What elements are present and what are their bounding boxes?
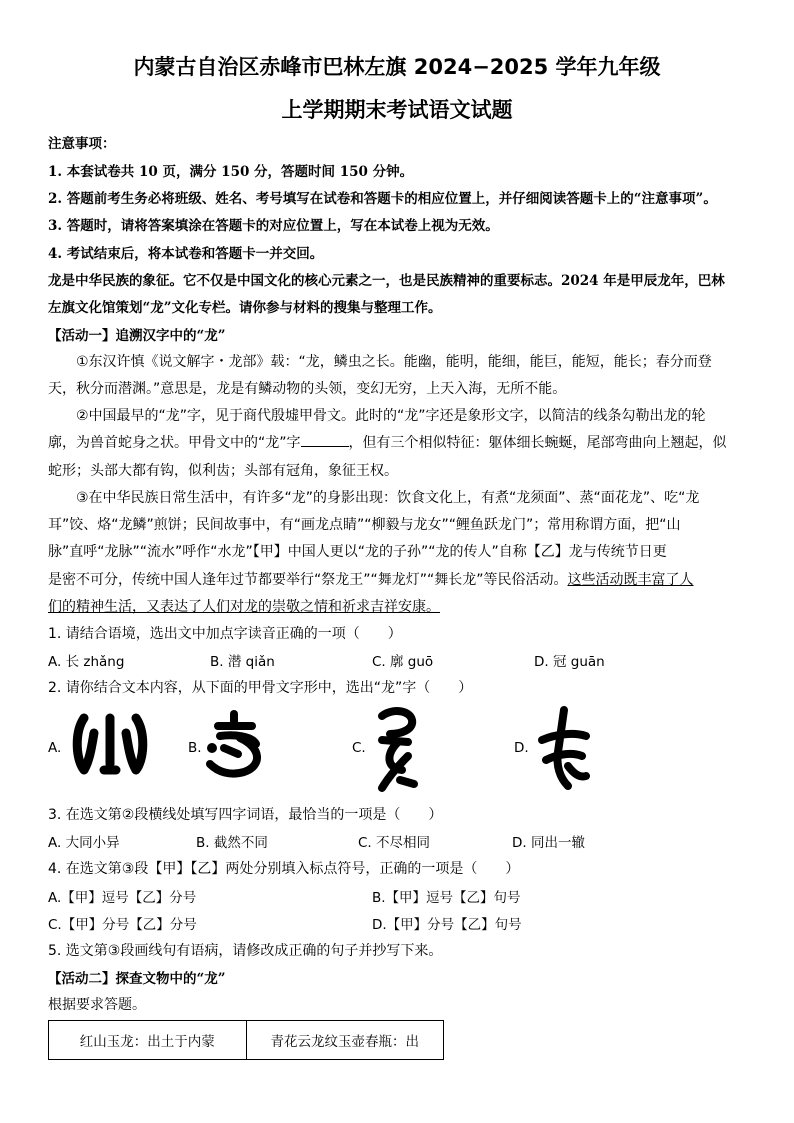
paragraph2-line: 蛇形；头部大都有钩，似利齿；头部有冠角，象征王权。 (48, 463, 398, 479)
paragraph1-line: 天，秋分而潜渊。”意思是，龙是有鳞动物的头领，变幻无穷，上天入海，无所不能。 (48, 381, 567, 397)
question-4-stem: 4. 在选文第③段【甲】【乙】两处分别填入标点符号，正确的一项是（ ） (48, 861, 520, 877)
question-3-option-c: C. 不尽相同 (358, 835, 431, 851)
note-item: 4. 考试结束后，将本试卷和答题卡一并交回。 (48, 246, 324, 262)
question-2-option-a: A. (48, 740, 62, 756)
activity2-instruction: 根据要求答题。 (48, 997, 146, 1013)
page-title-line1: 内蒙古自治区赤峰市巴林左旗 2024−2025 学年九年级 (133, 55, 661, 79)
intro-line: 左旗文化馆策划“龙”文化专栏。请你参与材料的搜集与整理工作。 (48, 300, 442, 316)
question-2-option-c: C. (352, 740, 366, 756)
paragraph2-text-before-blank: 廓，为兽首蛇身之状。甲骨文中的“龙”字 (48, 435, 301, 451)
activity1-heading: 【活动一】追溯汉字中的“龙” (48, 328, 226, 344)
note-item: 1. 本套试卷共 10 页，满分 150 分，答题时间 150 分钟。 (48, 164, 414, 180)
question-1-stem: 1. 请结合语境，选出文中加点字读音正确的一项（ ） (48, 626, 402, 642)
question-3-stem: 3. 在选文第②段横线处填写四字词语，最恰当的一项是（ ） (48, 807, 443, 823)
artifact-table (48, 1020, 444, 1060)
question-2-option-d: D. (514, 740, 529, 756)
oracle-glyph-b-image (204, 708, 270, 784)
notes-heading: 注意事项： (48, 136, 116, 152)
paragraph2-line: ②中国最早的“龙”字，见于商代殷墟甲骨文。此时的“龙”字还是象形文字，以简洁的线条勾勒出龙的轮 (76, 408, 706, 424)
question-4-option-c: C.【甲】分号【乙】分号 (48, 917, 197, 933)
underlined-sentence: 们的精神生活，又表达了人们对龙的崇敬之情和祈求吉祥安康。 (48, 599, 440, 615)
activity2-heading: 【活动二】探查文物中的“龙” (48, 971, 226, 987)
underlined-sentence: 这些活动既丰富了人 (567, 572, 694, 588)
page-title-line2: 上学期期末考试语文试题 (281, 98, 513, 122)
question-3-option-d: D. 同出一辙 (512, 835, 585, 851)
intro-line: 龙是中华民族的象征。它不仅是中国文化的核心元素之一，也是民族精神的重要标志。2024 年是甲辰龙年，巴林 (48, 273, 725, 289)
paragraph2-text-after-blank: ，但有三个相似特征：躯体细长蜿蜒，尾部弯曲向上翘起，似 (348, 435, 727, 451)
question-2-stem: 2. 请你结合文本内容，从下面的甲骨文字形中，选出“龙”字（ ） (48, 680, 473, 696)
oracle-glyph-d-image (534, 704, 594, 790)
question-3-option-b: B. 截然不同 (196, 835, 268, 851)
table-cell: 青花云龙纹玉壶春瓶：出 (246, 1021, 444, 1059)
oracle-glyph-c-image (370, 704, 422, 794)
paragraph2-line (48, 432, 748, 452)
paragraph3-plain-text: 是密不可分，传统中国人逢年过节都要举行“祭龙王”“舞龙灯”“舞长龙”等民俗活动。 (48, 572, 568, 588)
paragraph3-line: ③在中华民族日常生活中，有许多“龙”的身影出现：饮食文化上，有煮“龙须面”、蒸“面花龙”、吃“龙 (76, 490, 700, 506)
paragraph1-line: ①东汉许慎《说文解字・龙部》载：“龙，鳞虫之长。能幽，能明，能细，能巨，能短，能长；春分而登 (76, 354, 712, 370)
question-1-option-b: B. 潜 qiǎn (210, 654, 275, 670)
paragraph3-line: 脉”直呼“龙脉”“流水”呼作“水龙”【甲】中国人更以“龙的子孙”“龙的传人”自称【乙】龙与传统节日更 (48, 544, 667, 560)
oracle-glyph-a-image (70, 708, 150, 778)
question-1-option-a: A. 长 zhǎng (48, 654, 125, 670)
question-5-stem: 5. 选文第③段画线句有语病，请修改成正确的句子并抄写下来。 (48, 943, 443, 959)
question-4-option-d: D.【甲】分号【乙】句号 (372, 917, 522, 933)
question-2-option-b: B. (188, 740, 202, 756)
fill-in-blank (301, 434, 349, 447)
note-item: 3. 答题时，请将答案填涂在答题卡的对应位置上，写在本试卷上视为无效。 (48, 218, 499, 234)
question-1-option-c: C. 廓 guō (372, 654, 434, 670)
table-cell: 红山玉龙：出土于内蒙 (79, 1034, 215, 1050)
question-4-option-b: B.【甲】逗号【乙】句号 (372, 890, 521, 906)
paragraph3-line (48, 569, 748, 589)
question-3-option-a: A. 大同小异 (48, 835, 120, 851)
note-item: 2. 答题前考生务必将班级、姓名、考号填写在试卷和答题卡的相应位置上，并仔细阅读答题卡上的“注意事项”。 (48, 191, 717, 207)
question-4-option-a: A.【甲】逗号【乙】分号 (48, 890, 197, 906)
paragraph3-line: 耳”饺、烙“龙鳞”煎饼；民间故事中，有“画龙点睛”“柳毅与龙女”“鲤鱼跃龙门”；常用称谓方面，把“山 (48, 517, 681, 533)
question-1-option-d: D. 冠 guān (534, 654, 605, 670)
